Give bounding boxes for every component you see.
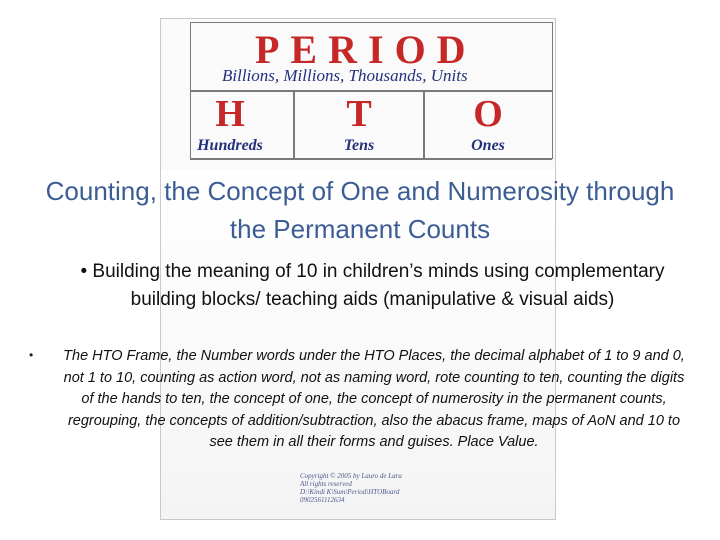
period-heading: PERIOD <box>255 27 477 72</box>
chart-line-bottom <box>190 158 552 160</box>
place-letter-t: T <box>346 93 372 135</box>
place-name-ones: Ones <box>471 137 505 154</box>
place-name-hundreds: Hundreds <box>197 137 263 154</box>
bullet-marker-2: • <box>29 348 34 362</box>
copyright-line: 0902561112634 <box>300 496 345 504</box>
place-name-tens: Tens <box>343 137 375 154</box>
place-letter-o: O <box>473 93 503 135</box>
bullet-point-2: The HTO Frame, the Number words under the HTO Places, the decimal alphabet of 1 to 9 and 0, not 1 to 10, counting as action word, not as naming word, rote counting to ten, counting the digits of the hands to ten, the concept of one, the concept of numerosity in the permanent counts, regrouping, the concepts of addition/subtraction, also the abacus frame, maps of AoN and 10 to see them in all their forms and guises. Place Value. <box>63 348 685 450</box>
copyright-line: D:\Kindi K\Sum\Period\HTOBoard <box>300 488 400 496</box>
copyright-notice <box>300 472 420 504</box>
period-subtitle: Billions, Millions, Thousands, Units <box>222 66 468 85</box>
copyright-line: Copyright © 2005 by Lauro de Lara <box>300 472 402 480</box>
chart-line-top <box>190 22 552 23</box>
copyright-line: All rights reserved <box>300 480 352 488</box>
place-letter-h: H <box>215 93 245 135</box>
slide-title: Counting, the Concept of One and Numerosity through the Permanent Counts <box>45 176 675 244</box>
bullet-point-1: • Building the meaning of 10 in children’s minds using complementary building blocks/ teaching aids (manipulative & visual aids) <box>80 261 665 310</box>
